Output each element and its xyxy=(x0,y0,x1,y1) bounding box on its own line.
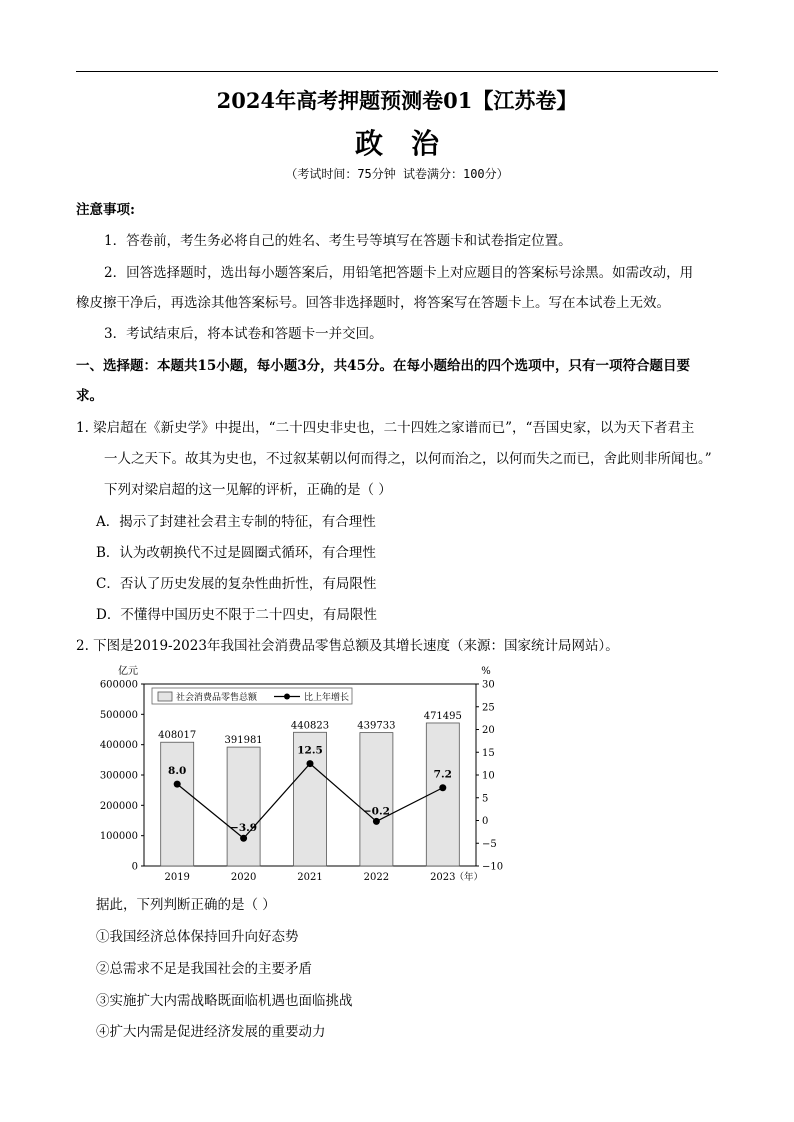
exam-info: （考试时间：75分钟 试卷满分：100分） xyxy=(285,167,509,181)
right-tick-label: 30 xyxy=(482,679,495,691)
left-tick-label: 600000 xyxy=(99,679,138,691)
growth-label-2023: 7.2 xyxy=(433,768,452,781)
bar-2022 xyxy=(360,733,393,866)
q1-stem-line1: 1. 梁启超在《新史学》中提出，“二十四史非史也，二十四姓之家谱而已”，“吾国史家，以为天下者君主 xyxy=(76,420,695,436)
x-tick-label-2021: 2021 xyxy=(297,872,323,883)
q1-stem-line2: 一人之天下。故其为史也，不过叙某朝以何而得之，以何而治之，以何而失之而已，舍此则非所闻也。” xyxy=(104,451,712,467)
right-tick-label: 15 xyxy=(482,747,495,759)
x-tick-label-2023: 2023 xyxy=(430,872,456,883)
bar-label-2022: 439733 xyxy=(357,720,396,732)
right-axis-unit: % xyxy=(481,666,491,677)
q2-statement-2: ②总需求不足是我国社会的主要矛盾 xyxy=(96,961,312,977)
growth-label-2019: 8.0 xyxy=(168,765,187,778)
note-item-1: 1．答卷前，考生务必将自己的姓名、考生号等填写在答题卡和试卷指定位置。 xyxy=(104,233,572,249)
growth-point-2021 xyxy=(307,760,314,767)
q1-option-d: D．不懂得中国历史不限于二十四史，有局限性 xyxy=(96,607,377,623)
growth-label-2022: −0.2 xyxy=(362,805,390,818)
bar-label-2020: 391981 xyxy=(224,735,263,747)
growth-point-2020 xyxy=(240,835,247,842)
left-tick-label: 200000 xyxy=(99,800,138,812)
right-tick-label: −10 xyxy=(482,861,504,873)
growth-point-2022 xyxy=(373,818,380,825)
q1-stem-line3: 下列对梁启超的这一见解的评析，正确的是（ ） xyxy=(104,482,392,498)
section-heading: 一、选择题：本题共15小题，每小题3分，共45分。在每小题给出的四个选项中，只有一项符合题目要 xyxy=(76,358,690,374)
q1-option-b: B．认为改朝换代不过是圆圈式循环，有合理性 xyxy=(96,545,376,561)
legend-bar-swatch xyxy=(158,692,172,701)
bar-label-2023: 471495 xyxy=(423,710,462,722)
right-tick-label: 0 xyxy=(482,816,489,827)
bar-label-2019: 408017 xyxy=(158,730,197,742)
subject-title: 政治 xyxy=(354,127,467,160)
left-tick-label: 100000 xyxy=(99,831,138,843)
right-tick-label: 25 xyxy=(482,702,495,714)
note-item-3: 3．考试结束后，将本试卷和答题卡一并交回。 xyxy=(104,326,383,342)
x-tick-label-2019: 2019 xyxy=(164,872,190,883)
note-item-2-cont: 橡皮擦干净后，再选涂其他答案标号。回答非选择题时，将答案写在答题卡上。写在本试卷上无效。 xyxy=(76,295,670,311)
bar-2019 xyxy=(161,742,194,866)
right-tick-label: −5 xyxy=(482,838,497,850)
right-tick-label: 10 xyxy=(482,770,495,782)
left-tick-label: 300000 xyxy=(99,770,138,782)
bar-2020 xyxy=(227,747,260,866)
q2-statement-1: ①我国经济总体保持回升向好态势 xyxy=(96,929,299,945)
growth-point-2019 xyxy=(174,781,181,788)
left-tick-label: 0 xyxy=(131,861,138,873)
x-axis-unit: （年） xyxy=(454,872,484,883)
left-tick-label: 400000 xyxy=(99,740,138,752)
q2-statement-3: ③实施扩大内需战略既面临机遇也面临挑战 xyxy=(96,993,353,1009)
bar-2023 xyxy=(426,723,459,866)
page-title: 2024年高考押题预测卷01【江苏卷】 xyxy=(216,88,578,113)
q2-stem: 2. 下图是2019-2023年我国社会消费品零售总额及其增长速度（来源：国家统计局网站）。 xyxy=(76,638,619,654)
top-rule xyxy=(76,71,718,72)
q2-statement-4: ④扩大内需是促进经济发展的重要动力 xyxy=(96,1024,326,1040)
right-tick-label: 5 xyxy=(482,793,489,805)
growth-label-2020: −3.9 xyxy=(230,822,258,835)
left-axis-unit: 亿元 xyxy=(118,666,138,677)
left-tick-label: 500000 xyxy=(99,709,138,721)
right-tick-label: 20 xyxy=(482,725,495,736)
section-heading-cont: 求。 xyxy=(76,388,103,404)
bar-label-2021: 440823 xyxy=(290,720,330,732)
legend-line-label: 比上年增长 xyxy=(304,693,350,703)
legend-line-marker xyxy=(284,694,290,700)
legend-bar-label: 社会消费品零售总额 xyxy=(176,693,258,703)
note-item-2: 2．回答选择题时，选出每小题答案后，用铅笔把答题卡上对应题目的答案标号涂黑。如需改动，用 xyxy=(104,265,694,281)
chart-svg xyxy=(96,660,516,885)
growth-point-2023 xyxy=(439,784,446,791)
growth-label-2021: 12.5 xyxy=(297,744,323,757)
q1-option-a: A．揭示了封建社会君主专制的特征，有合理性 xyxy=(96,514,376,530)
x-tick-label-2020: 2020 xyxy=(230,872,257,883)
q1-option-c: C．否认了历史发展的复杂性曲折性，有局限性 xyxy=(96,576,377,592)
retail-sales-chart xyxy=(96,660,516,885)
q2-question: 据此，下列判断正确的是（ ） xyxy=(96,897,276,913)
notes-heading: 注意事项: xyxy=(76,202,135,218)
x-tick-label-2022: 2022 xyxy=(363,872,390,883)
